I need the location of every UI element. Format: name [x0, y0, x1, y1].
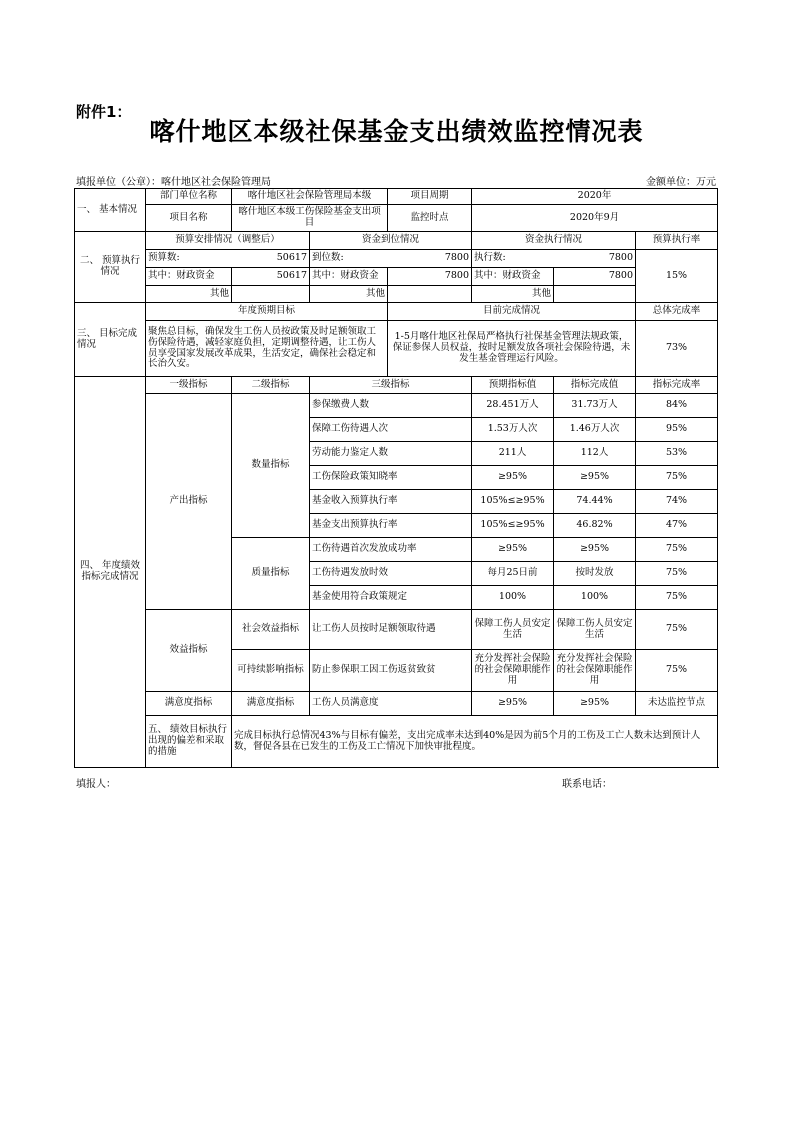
- indicator-rate: 75%: [636, 586, 718, 610]
- indicator-actual: 充分发挥社会保险的社会保障职能作用: [554, 650, 636, 692]
- indicator-section-label: 四、 年度绩效指标完成情况: [75, 377, 146, 768]
- goal-expected-header: 年度预期目标: [146, 303, 388, 321]
- quantity-indicator-label: 数量指标: [232, 394, 310, 538]
- basic-row-2: [75, 205, 718, 232]
- budget-arrival-other-value: [388, 286, 472, 303]
- goal-header-row: [75, 303, 718, 321]
- indicator-expected: ≥95%: [472, 466, 554, 490]
- budget-execution-other-label: 其他: [472, 286, 554, 303]
- output-indicator-label: 产出指标: [146, 394, 232, 610]
- project-label: 项目名称: [146, 205, 232, 232]
- goal-overall-rate: 73%: [636, 321, 718, 377]
- indicator-actual: ≥95%: [554, 538, 636, 562]
- budget-header-row: [75, 232, 718, 250]
- indicator-actual: 保障工伤人员安定生活: [554, 610, 636, 650]
- indicator-rate: 53%: [636, 442, 718, 466]
- indicator-name: 工伤人员满意度: [310, 692, 472, 716]
- period-value: 2020年: [472, 189, 718, 205]
- indicator-level1-header: 一级指标: [146, 377, 232, 394]
- budget-plan-label: 预算数:: [146, 250, 232, 268]
- indicator-rate: 75%: [636, 650, 718, 692]
- budget-arrival-finance-label: 其中：财政资金: [310, 268, 388, 286]
- budget-plan-other-label: 其他: [146, 286, 232, 303]
- goal-expected-text: 聚焦总目标，确保发生工伤人员按政策及时足额领取工伤保险待遇，减轻家庭负担，定期调整待遇，让工伤人员享受国家发展改革成果，生活安定，确保社会稳定和长治久安。: [146, 321, 388, 377]
- indicator-expected: 211人: [472, 442, 554, 466]
- goal-rate-header: 总体完成率: [636, 303, 718, 321]
- budget-plan-other-value: [232, 286, 310, 303]
- indicator-actual: 100%: [554, 586, 636, 610]
- dept-label: 部门单位名称: [146, 189, 232, 205]
- indicator-actual: 46.82%: [554, 514, 636, 538]
- indicator-rate: 75%: [636, 610, 718, 650]
- indicator-actual: 112人: [554, 442, 636, 466]
- indicator-expected: 100%: [472, 586, 554, 610]
- indicator-expected-header: 预期指标值: [472, 377, 554, 394]
- indicator-name: 防止参保职工因工伤返贫致贫: [310, 650, 472, 692]
- basic-row-1: [75, 189, 718, 205]
- budget-execution-finance-label: 其中：财政资金: [472, 268, 554, 286]
- contact-phone-label: 联系电话：: [562, 779, 612, 790]
- indicator-actual: 1.46万人次: [554, 418, 636, 442]
- indicator-name: 劳动能力鉴定人数: [310, 442, 472, 466]
- budget-arrival-finance-value: 7800: [388, 268, 472, 286]
- budget-plan-header: 预算安排情况（调整后）: [146, 232, 310, 250]
- budget-arrival-label: 到位数:: [310, 250, 388, 268]
- budget-row-2: [75, 268, 718, 286]
- goal-current-text: 1-5月喀什地区社保局严格执行社保基金管理法规政策，保证参保人员权益，按时足额发放各项社会保险待遇，未发生基金管理运行风险。: [388, 321, 636, 377]
- budget-execution-other-value: [554, 286, 636, 303]
- indicator-actual: ≥95%: [554, 692, 636, 716]
- budget-execution-finance-value: 7800: [554, 268, 636, 286]
- budget-execution-rate: 15%: [636, 250, 718, 303]
- indicator-expected: 保障工伤人员安定生活: [472, 610, 554, 650]
- indicator-expected: 充分发挥社会保险的社会保障职能作用: [472, 650, 554, 692]
- budget-row-1: [75, 250, 718, 268]
- indicator-actual: 74.44%: [554, 490, 636, 514]
- indicator-actual: 31.73万人: [554, 394, 636, 418]
- deviation-section-label: 五、 绩效目标执行出现的偏差和采取的措施: [146, 716, 232, 768]
- indicator-name: 工伤待遇首次发放成功率: [310, 538, 472, 562]
- budget-plan-finance-label: 其中：财政资金: [146, 268, 232, 286]
- indicator-expected: ≥95%: [472, 692, 554, 716]
- dept-value: 喀什地区社会保险管理局本级: [232, 189, 388, 205]
- indicator-level2-header: 二级指标: [232, 377, 310, 394]
- indicator-actual: 按时发放: [554, 562, 636, 586]
- sustainable-impact-label: 可持续影响指标: [232, 650, 310, 692]
- budget-rate-header: 预算执行率: [636, 232, 718, 250]
- indicator-rate: 75%: [636, 538, 718, 562]
- indicator-rate: 75%: [636, 466, 718, 490]
- indicator-row: [75, 394, 718, 418]
- indicator-name: 基金收入预算执行率: [310, 490, 472, 514]
- project-value: 喀什地区本级工伤保险基金支出项目: [232, 205, 388, 232]
- period-label: 项目周期: [388, 189, 472, 205]
- budget-execution-value: 7800: [554, 250, 636, 268]
- indicator-name: 工伤保险政策知晓率: [310, 466, 472, 490]
- quality-indicator-label: 质量指标: [232, 538, 310, 610]
- indicator-actual: ≥95%: [554, 466, 636, 490]
- goal-section-label: 三、 目标完成情况: [75, 303, 146, 377]
- basic-section-label: 一、 基本情况: [75, 189, 146, 232]
- indicator-rate: 47%: [636, 514, 718, 538]
- budget-arrival-header: 资金到位情况: [310, 232, 472, 250]
- benefit-indicator-label: 效益指标: [146, 610, 232, 692]
- indicator-expected: 105%≤≥95%: [472, 490, 554, 514]
- social-benefit-label: 社会效益指标: [232, 610, 310, 650]
- indicator-name: 让工伤人员按时足额领取待遇: [310, 610, 472, 650]
- indicator-rate: 75%: [636, 562, 718, 586]
- indicator-row: [75, 610, 718, 650]
- amount-unit: 金额单位：万元: [646, 177, 716, 188]
- page-title: 喀什地区本级社保基金支出绩效监控情况表: [149, 117, 644, 146]
- filler-unit: 填报单位（公章）：喀什地区社会保险管理局: [76, 177, 271, 188]
- indicator-level3-header: 三级指标: [310, 377, 472, 394]
- budget-execution-header: 资金执行情况: [472, 232, 636, 250]
- indicator-expected: ≥95%: [472, 538, 554, 562]
- indicator-expected: 每月25日前: [472, 562, 554, 586]
- indicator-expected: 28.451万人: [472, 394, 554, 418]
- budget-plan-value: 50617: [232, 250, 310, 268]
- attachment-label: 附件1：: [76, 103, 132, 121]
- indicator-name: 基金支出预算执行率: [310, 514, 472, 538]
- indicator-expected: 1.53万人次: [472, 418, 554, 442]
- goal-row: [75, 321, 718, 377]
- indicator-header-row: [75, 377, 718, 394]
- indicator-rate: 95%: [636, 418, 718, 442]
- monitor-value: 2020年9月: [472, 205, 718, 232]
- budget-row-3: [75, 286, 718, 303]
- monitor-label: 监控时点: [388, 205, 472, 232]
- deviation-row: [75, 716, 718, 768]
- indicator-actual-header: 指标完成值: [554, 377, 636, 394]
- filler-person-label: 填报人：: [76, 779, 116, 790]
- budget-section-label: 二、 预算执行情况: [75, 232, 146, 303]
- indicator-name: 基金使用符合政策规定: [310, 586, 472, 610]
- indicator-name: 参保缴费人数: [310, 394, 472, 418]
- indicator-name: 保障工伤待遇人次: [310, 418, 472, 442]
- goal-current-header: 目前完成情况: [388, 303, 636, 321]
- performance-table: [74, 188, 718, 768]
- satisfaction-level1-label: 满意度指标: [146, 692, 232, 716]
- budget-execution-label: 执行数:: [472, 250, 554, 268]
- indicator-row: [75, 692, 718, 716]
- satisfaction-level2-label: 满意度指标: [232, 692, 310, 716]
- indicator-name: 工伤待遇发放时效: [310, 562, 472, 586]
- budget-arrival-value: 7800: [388, 250, 472, 268]
- budget-plan-finance-value: 50617: [232, 268, 310, 286]
- indicator-rate: 74%: [636, 490, 718, 514]
- indicator-rate-header: 指标完成率: [636, 377, 718, 394]
- indicator-rate: 未达监控节点: [636, 692, 718, 716]
- budget-arrival-other-label: 其他: [310, 286, 388, 303]
- indicator-expected: 105%≤≥95%: [472, 514, 554, 538]
- deviation-text: 完成目标执行总情况43%与目标有偏差，支出完成率未达到40%是因为前5个月的工伤及工亡人数未达到预计人数，督促各县在已发生的工伤及工亡情况下加快审批程度。: [232, 716, 718, 768]
- indicator-rate: 84%: [636, 394, 718, 418]
